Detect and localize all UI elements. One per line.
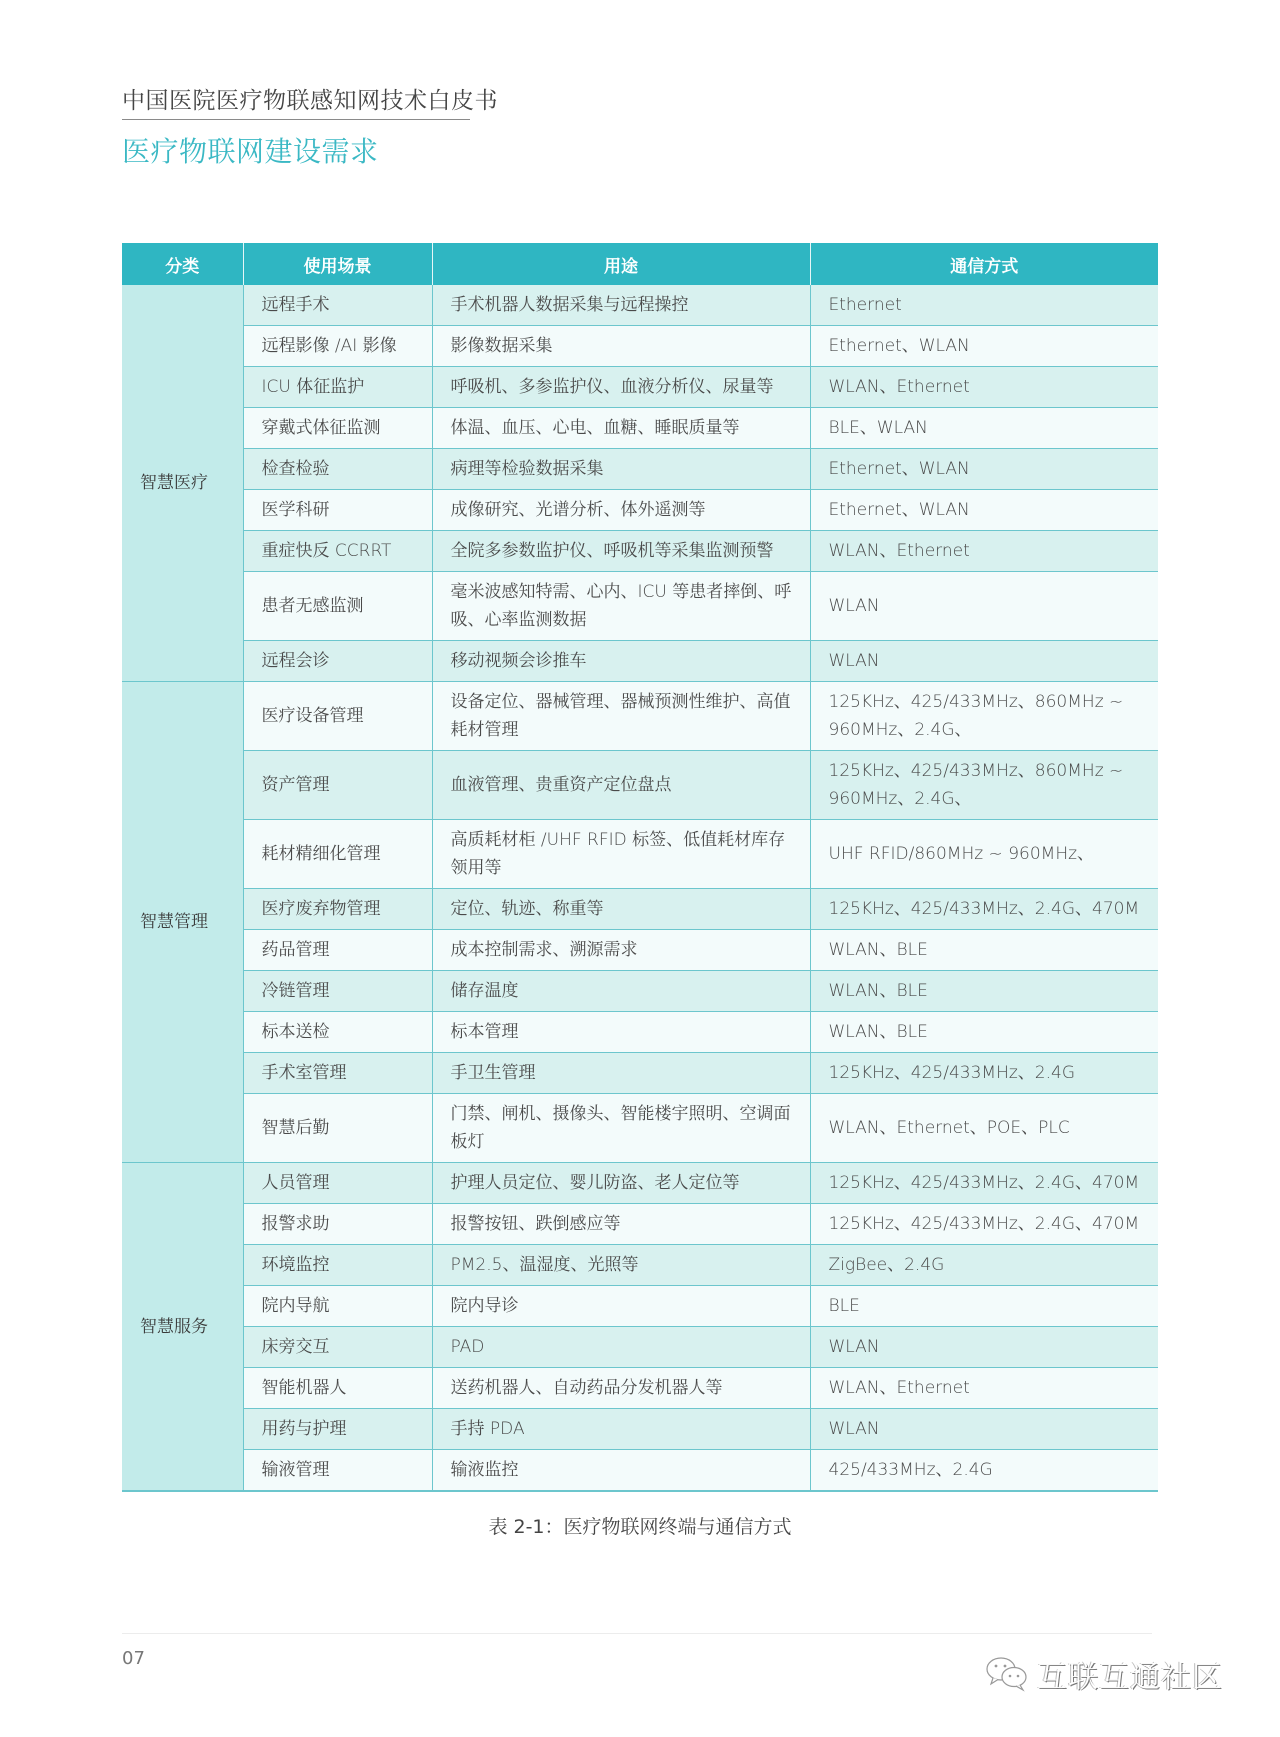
communication-cell: WLAN、BLE xyxy=(810,971,1158,1012)
category-cell: 智慧服务 xyxy=(122,1163,243,1491)
communication-cell: Ethernet、WLAN xyxy=(810,449,1158,490)
table-body xyxy=(122,285,1158,1490)
communication-cell: Ethernet、WLAN xyxy=(810,326,1158,367)
communication-cell: 125KHz、425/433MHz、860MHz ~ 960MHz、2.4G、 xyxy=(810,682,1158,751)
communication-cell: WLAN、Ethernet、POE、PLC xyxy=(810,1094,1158,1163)
table-row xyxy=(122,1012,1158,1053)
scene-cell: 标本送检 xyxy=(243,1012,432,1053)
usage-cell: 院内导诊 xyxy=(432,1286,810,1327)
communication-cell: ZigBee、2.4G xyxy=(810,1245,1158,1286)
table-row xyxy=(122,971,1158,1012)
category-cell: 智慧医疗 xyxy=(122,285,243,682)
scene-cell: 院内导航 xyxy=(243,1286,432,1327)
table-row xyxy=(122,889,1158,930)
scene-cell: 医疗设备管理 xyxy=(243,682,432,751)
usage-cell: 手持 PDA xyxy=(432,1409,810,1450)
scene-cell: 环境监控 xyxy=(243,1245,432,1286)
communication-cell: WLAN、Ethernet xyxy=(810,367,1158,408)
usage-cell: 定位、轨迹、称重等 xyxy=(432,889,810,930)
table-row xyxy=(122,367,1158,408)
table-row xyxy=(122,408,1158,449)
table-row xyxy=(122,1245,1158,1286)
usage-cell: 影像数据采集 xyxy=(432,326,810,367)
communication-cell: Ethernet、WLAN xyxy=(810,490,1158,531)
usage-cell: 病理等检验数据采集 xyxy=(432,449,810,490)
usage-cell: 成像研究、光谱分析、体外遥测等 xyxy=(432,490,810,531)
table-row xyxy=(122,1094,1158,1163)
communication-cell: WLAN、BLE xyxy=(810,930,1158,971)
communication-cell: WLAN、BLE xyxy=(810,1012,1158,1053)
header-usage: 用途 xyxy=(432,243,810,285)
scene-cell: 智慧后勤 xyxy=(243,1094,432,1163)
scene-cell: 远程会诊 xyxy=(243,641,432,682)
table-row xyxy=(122,1409,1158,1450)
scene-cell: 输液管理 xyxy=(243,1450,432,1491)
title-divider xyxy=(122,119,470,120)
scene-cell: 医学科研 xyxy=(243,490,432,531)
scene-cell: 人员管理 xyxy=(243,1163,432,1204)
usage-cell: PM2.5、温湿度、光照等 xyxy=(432,1245,810,1286)
scene-cell: 冷链管理 xyxy=(243,971,432,1012)
usage-cell: 毫米波感知特需、心内、ICU 等患者摔倒、呼吸、心率监测数据 xyxy=(432,572,810,641)
communication-cell: WLAN xyxy=(810,641,1158,682)
table-row xyxy=(122,285,1158,326)
communication-cell: BLE xyxy=(810,1286,1158,1327)
table-row xyxy=(122,1204,1158,1245)
header-scene: 使用场景 xyxy=(243,243,432,285)
communication-cell: WLAN xyxy=(810,1327,1158,1368)
communication-cell: 125KHz、425/433MHz、2.4G xyxy=(810,1053,1158,1094)
communication-cell: 125KHz、425/433MHz、2.4G、470M xyxy=(810,1163,1158,1204)
usage-cell: 呼吸机、多参监护仪、血液分析仪、尿量等 xyxy=(432,367,810,408)
usage-cell: 报警按钮、跌倒感应等 xyxy=(432,1204,810,1245)
communication-cell: WLAN xyxy=(810,1409,1158,1450)
table-row xyxy=(122,326,1158,367)
communication-cell: 125KHz、425/433MHz、860MHz ~ 960MHz、2.4G、 xyxy=(810,751,1158,820)
table-row xyxy=(122,1450,1158,1491)
table-row xyxy=(122,1286,1158,1327)
usage-cell: 设备定位、器械管理、器械预测性维护、高值耗材管理 xyxy=(432,682,810,751)
table-bottom-border xyxy=(122,1490,1158,1492)
table-row xyxy=(122,1163,1158,1204)
communication-cell: WLAN xyxy=(810,572,1158,641)
table-row xyxy=(122,1053,1158,1094)
header-communication: 通信方式 xyxy=(810,243,1158,285)
document-title: 中国医院医疗物联感知网技术白皮书 xyxy=(122,88,498,114)
scene-cell: 重症快反 CCRRT xyxy=(243,531,432,572)
usage-cell: 输液监控 xyxy=(432,1450,810,1491)
usage-cell: 手卫生管理 xyxy=(432,1053,810,1094)
watermark xyxy=(985,1652,1223,1696)
table-caption: 表 2-1：医疗物联网终端与通信方式 xyxy=(488,1516,792,1538)
scene-cell: 用药与护理 xyxy=(243,1409,432,1450)
scene-cell: 穿戴式体征监测 xyxy=(243,408,432,449)
usage-cell: 移动视频会诊推车 xyxy=(432,641,810,682)
usage-cell: 送药机器人、自动药品分发机器人等 xyxy=(432,1368,810,1409)
table-row xyxy=(122,930,1158,971)
scene-cell: 智能机器人 xyxy=(243,1368,432,1409)
usage-cell: 手术机器人数据采集与远程操控 xyxy=(432,285,810,326)
scene-cell: 远程手术 xyxy=(243,285,432,326)
watermark-text: 互联互通社区 xyxy=(1037,1660,1223,1695)
communication-cell: 125KHz、425/433MHz、2.4G、470M xyxy=(810,889,1158,930)
scene-cell: 床旁交互 xyxy=(243,1327,432,1368)
usage-cell: PAD xyxy=(432,1327,810,1368)
footer-divider xyxy=(122,1633,1152,1634)
scene-cell: 手术室管理 xyxy=(243,1053,432,1094)
usage-cell: 全院多参数监护仪、呼吸机等采集监测预警 xyxy=(432,531,810,572)
table-row xyxy=(122,490,1158,531)
table-row xyxy=(122,531,1158,572)
usage-cell: 高质耗材柜 /UHF RFID 标签、低值耗材库存领用等 xyxy=(432,820,810,889)
scene-cell: 资产管理 xyxy=(243,751,432,820)
category-cell: 智慧管理 xyxy=(122,682,243,1163)
terminal-communication-table xyxy=(122,243,1158,1490)
table-header-row xyxy=(122,243,1158,285)
communication-cell: 425/433MHz、2.4G xyxy=(810,1450,1158,1491)
usage-cell: 血液管理、贵重资产定位盘点 xyxy=(432,751,810,820)
header-category: 分类 xyxy=(122,243,243,285)
communication-cell: 125KHz、425/433MHz、2.4G、470M xyxy=(810,1204,1158,1245)
usage-cell: 护理人员定位、婴儿防盗、老人定位等 xyxy=(432,1163,810,1204)
wechat-icon xyxy=(985,1655,1029,1693)
scene-cell: 耗材精细化管理 xyxy=(243,820,432,889)
scene-cell: 远程影像 /AI 影像 xyxy=(243,326,432,367)
scene-cell: 药品管理 xyxy=(243,930,432,971)
table-row xyxy=(122,1368,1158,1409)
scene-cell: 医疗废弃物管理 xyxy=(243,889,432,930)
table-row xyxy=(122,751,1158,820)
table-row xyxy=(122,682,1158,751)
communication-cell: BLE、WLAN xyxy=(810,408,1158,449)
table-row xyxy=(122,572,1158,641)
usage-cell: 体温、血压、心电、血糖、睡眠质量等 xyxy=(432,408,810,449)
communication-cell: UHF RFID/860MHz ~ 960MHz、 xyxy=(810,820,1158,889)
table-row xyxy=(122,1327,1158,1368)
usage-cell: 标本管理 xyxy=(432,1012,810,1053)
page-number: 07 xyxy=(122,1648,145,1669)
table-row xyxy=(122,820,1158,889)
communication-cell: Ethernet xyxy=(810,285,1158,326)
scene-cell: 患者无感监测 xyxy=(243,572,432,641)
communication-cell: WLAN、Ethernet xyxy=(810,531,1158,572)
usage-cell: 储存温度 xyxy=(432,971,810,1012)
data-table xyxy=(122,243,1158,1490)
usage-cell: 成本控制需求、溯源需求 xyxy=(432,930,810,971)
table-row xyxy=(122,449,1158,490)
communication-cell: WLAN、Ethernet xyxy=(810,1368,1158,1409)
scene-cell: 检查检验 xyxy=(243,449,432,490)
scene-cell: ICU 体征监护 xyxy=(243,367,432,408)
usage-cell: 门禁、闸机、摄像头、智能楼宇照明、空调面板灯 xyxy=(432,1094,810,1163)
section-title: 医疗物联网建设需求 xyxy=(122,135,379,168)
scene-cell: 报警求助 xyxy=(243,1204,432,1245)
table-row xyxy=(122,641,1158,682)
